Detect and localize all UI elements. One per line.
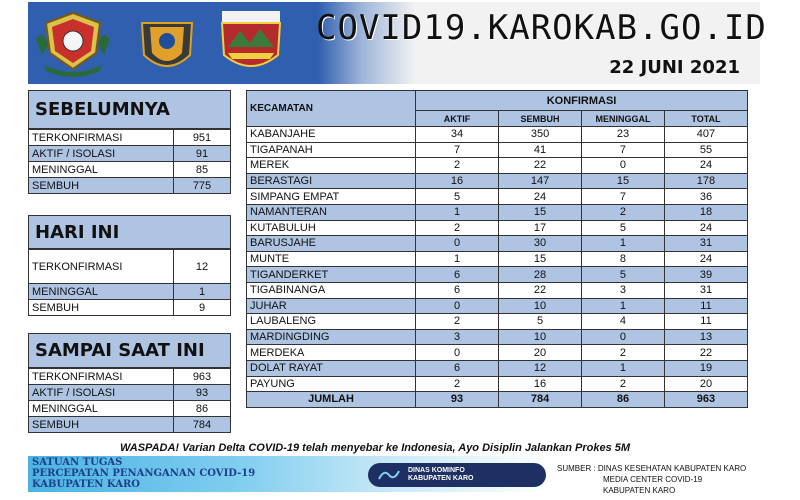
sembuh-cell: 15 <box>499 204 582 220</box>
sebelumnya-row <box>29 145 230 161</box>
meninggal-cell: 0 <box>582 158 665 174</box>
total-cell: 36 <box>664 189 747 205</box>
sembuh-cell: 20 <box>499 345 582 361</box>
aktif-cell: 6 <box>416 360 499 376</box>
table-row <box>247 298 748 314</box>
kecamatan-cell: TIGABINANGA <box>247 282 416 298</box>
site-title: COVID19.KAROKAB.GO.ID <box>316 8 767 48</box>
kecamatan-cell: NAMANTERAN <box>247 204 416 220</box>
aktif-cell: 34 <box>416 127 499 143</box>
meninggal-cell: 2 <box>582 345 665 361</box>
total-row <box>247 392 748 408</box>
total-cell: 20 <box>664 376 747 392</box>
kecamatan-cell: MUNTE <box>247 251 416 267</box>
col-meninggal-header: MENINGGAL <box>582 111 665 127</box>
total-cell: 55 <box>664 142 747 158</box>
sembuh-cell: 28 <box>499 267 582 283</box>
table-row <box>247 127 748 143</box>
aktif-cell: 3 <box>416 329 499 345</box>
police-emblem <box>128 9 206 77</box>
aktif-cell: 16 <box>416 173 499 189</box>
kecamatan-cell: KABANJAHE <box>247 127 416 143</box>
kecamatan-cell: KUTABULUH <box>247 220 416 236</box>
footer <box>28 456 748 495</box>
row-label: AKTIF / ISOLASI <box>29 146 174 161</box>
sembuh-cell: 350 <box>499 127 582 143</box>
total-cell: 178 <box>664 173 747 189</box>
table-row <box>247 267 748 283</box>
source-line: SUMBER : DINAS KESEHATAN KABUPATEN KARO <box>557 464 747 473</box>
total-cell: 24 <box>664 158 747 174</box>
sampai-saat-ini-row <box>29 384 230 400</box>
aktif-cell: 2 <box>416 158 499 174</box>
table-row <box>247 220 748 236</box>
row-value: 85 <box>195 163 209 176</box>
row-value: 963 <box>192 370 212 383</box>
hari-ini-row <box>29 299 230 315</box>
sebelumnya-row <box>29 177 230 193</box>
total-cell: 407 <box>664 127 747 143</box>
sebelumnya-table <box>28 90 231 194</box>
task-force-line: KABUPATEN KARO <box>32 479 140 490</box>
total-cell: 24 <box>664 220 747 236</box>
table-row <box>247 251 748 267</box>
table-body <box>247 127 748 408</box>
meninggal-cell: 2 <box>582 204 665 220</box>
table-row <box>247 314 748 330</box>
row-value: 775 <box>174 178 230 193</box>
sembuh-cell: 30 <box>499 236 582 252</box>
row-value: 9 <box>198 301 206 314</box>
sembuh-cell: 10 <box>499 298 582 314</box>
sembuh-cell: 22 <box>499 282 582 298</box>
col-konfirmasi-header: KONFIRMASI <box>416 91 748 111</box>
aktif-cell: 1 <box>416 204 499 220</box>
row-label: TERKONFIRMASI <box>29 250 174 283</box>
total-cell: 31 <box>664 236 747 252</box>
total-cell: 18 <box>664 204 747 220</box>
sembuh-cell: 15 <box>499 251 582 267</box>
aktif-cell: 0 <box>416 298 499 314</box>
aktif-cell: 1 <box>416 251 499 267</box>
aktif-cell: 0 <box>416 236 499 252</box>
table-row <box>247 173 748 189</box>
total-meninggal-cell: 86 <box>582 392 665 408</box>
meninggal-cell: 7 <box>582 189 665 205</box>
col-total-header: TOTAL <box>664 111 747 127</box>
table-row <box>247 236 748 252</box>
aktif-cell: 2 <box>416 376 499 392</box>
kominfo-line: KABUPATEN KARO <box>408 475 474 482</box>
table-row <box>247 376 748 392</box>
col-sembuh-header: SEMBUH <box>499 111 582 127</box>
row-label: TERKONFIRMASI <box>29 130 174 145</box>
sembuh-cell: 5 <box>499 314 582 330</box>
aktif-cell: 7 <box>416 142 499 158</box>
row-label: MENINGGAL <box>29 401 174 416</box>
table-row <box>247 204 748 220</box>
sebelumnya-row <box>29 161 230 177</box>
hari-ini-table <box>28 215 231 316</box>
row-label: SEMBUH <box>29 417 174 432</box>
header <box>28 2 767 84</box>
sampai-saat-ini-title: SAMPAI SAAT INI <box>29 334 230 368</box>
sampai-saat-ini-row <box>29 416 230 432</box>
row-value: 784 <box>174 417 230 432</box>
total-cell: 19 <box>664 360 747 376</box>
row-label: TERKONFIRMASI <box>29 369 174 384</box>
total-cell: 11 <box>664 298 747 314</box>
kecamatan-cell: DOLAT RAYAT <box>247 360 416 376</box>
sampai-saat-ini-row <box>29 400 230 416</box>
kecamatan-cell: BERASTAGI <box>247 173 416 189</box>
meninggal-cell: 2 <box>582 376 665 392</box>
kecamatan-cell: PAYUNG <box>247 376 416 392</box>
sembuh-cell: 10 <box>499 329 582 345</box>
task-force-line: SATUAN TUGAS <box>32 457 123 468</box>
total-label-cell: JUMLAH <box>247 392 416 408</box>
meninggal-cell: 3 <box>582 282 665 298</box>
row-value: 951 <box>192 131 212 144</box>
kecamatan-cell: MARDINGDING <box>247 329 416 345</box>
hari-ini-title: HARI INI <box>29 216 230 249</box>
kominfo-line: DINAS KOMINFO <box>408 467 465 474</box>
sembuh-cell: 22 <box>499 158 582 174</box>
meninggal-cell: 0 <box>582 329 665 345</box>
row-value: 91 <box>174 146 230 161</box>
meninggal-cell: 8 <box>582 251 665 267</box>
sembuh-cell: 17 <box>499 220 582 236</box>
aktif-cell: 6 <box>416 267 499 283</box>
meninggal-cell: 5 <box>582 267 665 283</box>
kecamatan-cell: MERDEKA <box>247 345 416 361</box>
total-cell: 24 <box>664 251 747 267</box>
task-force-line: PERCEPATAN PENANGANAN COVID-19 <box>32 468 256 479</box>
aktif-cell: 6 <box>416 282 499 298</box>
table-row <box>247 282 748 298</box>
sembuh-cell: 24 <box>499 189 582 205</box>
warning-text: WASPADA! Varian Delta COVID-19 telah menyebar ke Indonesia, Ayo Disiplin Jalankan Prokes 5M <box>120 442 631 454</box>
meninggal-cell: 1 <box>582 298 665 314</box>
kecamatan-table <box>246 90 748 408</box>
kecamatan-cell: JUHAR <box>247 298 416 314</box>
total-cell: 22 <box>664 345 747 361</box>
kecamatan-cell: TIGAPANAH <box>247 142 416 158</box>
meninggal-cell: 1 <box>582 360 665 376</box>
row-value: 12 <box>195 260 209 273</box>
kecamatan-cell: SIMPANG EMPAT <box>247 189 416 205</box>
total-total-cell: 963 <box>664 392 747 408</box>
table-row <box>247 142 748 158</box>
aktif-cell: 2 <box>416 220 499 236</box>
row-label: SEMBUH <box>29 300 174 315</box>
table-row <box>247 360 748 376</box>
report-date: 22 JUNI 2021 <box>609 57 740 78</box>
meninggal-cell: 5 <box>582 220 665 236</box>
table-row <box>247 158 748 174</box>
row-label: MENINGGAL <box>29 284 174 299</box>
total-sembuh-cell: 784 <box>499 392 582 408</box>
sampai-saat-ini-row <box>29 368 230 384</box>
meninggal-cell: 23 <box>582 127 665 143</box>
col-kecamatan-header: KECAMATAN <box>247 91 416 127</box>
military-emblem <box>212 9 290 77</box>
sembuh-cell: 16 <box>499 376 582 392</box>
kecamatan-cell: LAUBALENG <box>247 314 416 330</box>
row-value: 1 <box>174 284 230 299</box>
sembuh-cell: 12 <box>499 360 582 376</box>
meninggal-cell: 1 <box>582 236 665 252</box>
total-cell: 11 <box>664 314 747 330</box>
sembuh-cell: 147 <box>499 173 582 189</box>
total-cell: 13 <box>664 329 747 345</box>
row-label: MENINGGAL <box>29 162 174 177</box>
sebelumnya-title: SEBELUMNYA <box>29 91 230 129</box>
meninggal-cell: 15 <box>582 173 665 189</box>
puer-puer-emblem <box>34 9 112 77</box>
table-row <box>247 329 748 345</box>
sebelumnya-row <box>29 129 230 145</box>
total-cell: 31 <box>664 282 747 298</box>
row-label: AKTIF / ISOLASI <box>29 385 174 400</box>
hari-ini-row <box>29 283 230 299</box>
total-aktif-cell: 93 <box>416 392 499 408</box>
task-force-label <box>32 457 255 490</box>
col-aktif-header: AKTIF <box>416 111 499 127</box>
sampai-saat-ini-table <box>28 333 231 433</box>
meninggal-cell: 7 <box>582 142 665 158</box>
aktif-cell: 5 <box>416 189 499 205</box>
kecamatan-cell: BARUSJAHE <box>247 236 416 252</box>
kecamatan-cell: MEREK <box>247 158 416 174</box>
total-cell: 39 <box>664 267 747 283</box>
row-value: 86 <box>195 402 209 415</box>
sembuh-cell: 41 <box>499 142 582 158</box>
table-row <box>247 189 748 205</box>
aktif-cell: 2 <box>416 314 499 330</box>
row-value: 93 <box>174 385 230 400</box>
table-row <box>247 345 748 361</box>
aktif-cell: 0 <box>416 345 499 361</box>
source-text <box>557 463 748 496</box>
kecamatan-cell: TIGANDERKET <box>247 267 416 283</box>
hari-ini-row <box>29 249 230 283</box>
meninggal-cell: 4 <box>582 314 665 330</box>
source-line: MEDIA CENTER COVID-19 KABUPATEN KARO <box>603 475 703 495</box>
kominfo-badge <box>368 463 546 487</box>
row-label: SEMBUH <box>29 178 174 193</box>
kominfo-logo-icon <box>378 469 400 481</box>
